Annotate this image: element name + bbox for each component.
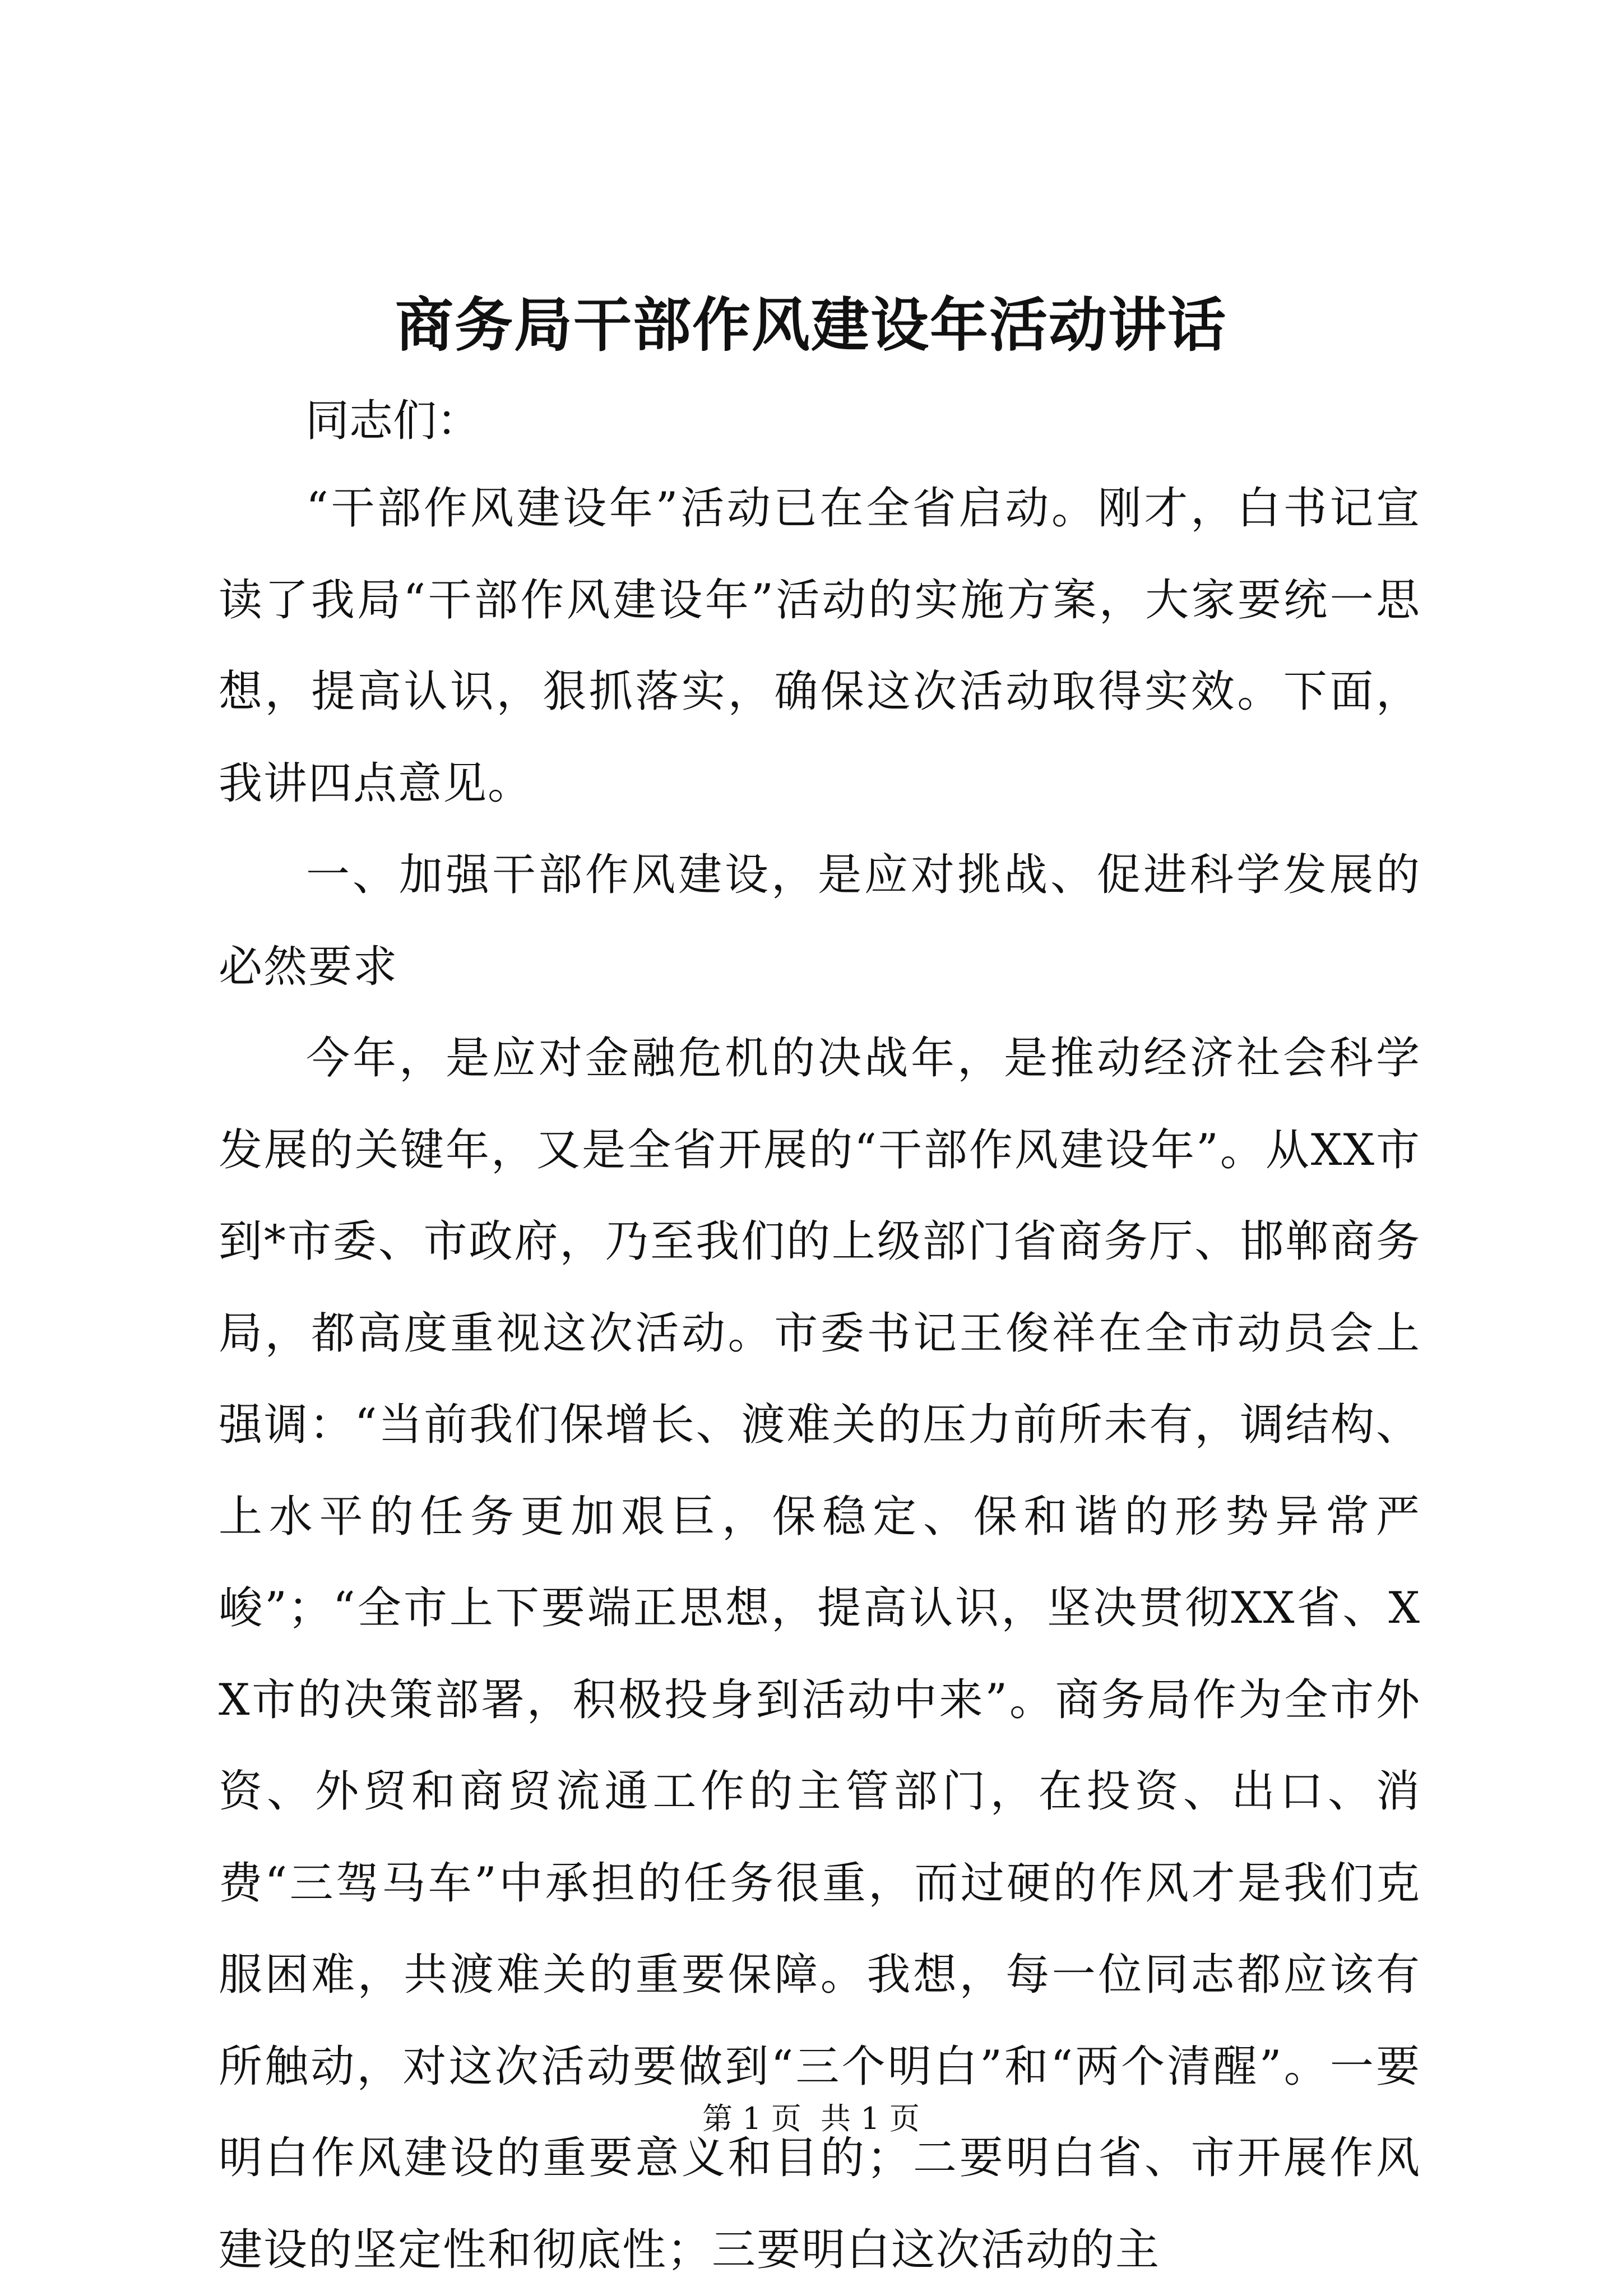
paragraph-section-1: 今年，是应对金融危机的决战年，是推动经济社会科学发展的关键年，又是全省开展的“干部作风建设年”。从XX市到*市委、市政府，乃至我们的上级部门省商务厅、邯郸商务局，都高度重视这次活动。市委书记王俊祥在全市动员会上强调：“当前我们保增长、渡难关的压力前所未有，调结构、上水平的任务更加艰巨，保稳定、保和谐的形势异常严峻”；“全市上下要端正思想，提高认识，坚决贯彻XX省、XX市的决策部署，积极投身到活动中来”。商务局作为全市外资、外贸和商贸流通工作的主管部门，在投资、出口、消费“三驾马车”中承担的任务很重，而过硬的作风才是我们克服困难，共渡难关的重要保障。我想，每一位同志都应该有所触动，对这次活动要做到“三个明白”和“两个清醒”。一要明白作风建设的重要意义和目的；二要明白省、市开展作风建设的坚定性和彻底性；三要明白这次活动的主	[219, 1033, 1421, 2275]
document-body	[219, 463, 1421, 2296]
page-number: 第 1 页	[702, 2101, 801, 2136]
section-heading-1: 一、加强干部作风建设，是应对挑战、促进科学发展的必然要求	[219, 850, 1421, 992]
page-total: 共 1 页	[821, 2101, 920, 2136]
salutation: 同志们：	[305, 396, 481, 446]
document-title: 商务局干部作风建设年活动讲话	[395, 290, 1227, 359]
paragraph-intro: “干部作风建设年”活动已在全省启动。刚才，白书记宣读了我局“干部作风建设年”活动的实施方案，大家要统一思想，提高认识，狠抓落实，确保这次活动取得实效。下面，我讲四点意见。	[219, 483, 1421, 809]
footer-spacer	[801, 2101, 821, 2136]
page-footer	[0, 2096, 1622, 2141]
